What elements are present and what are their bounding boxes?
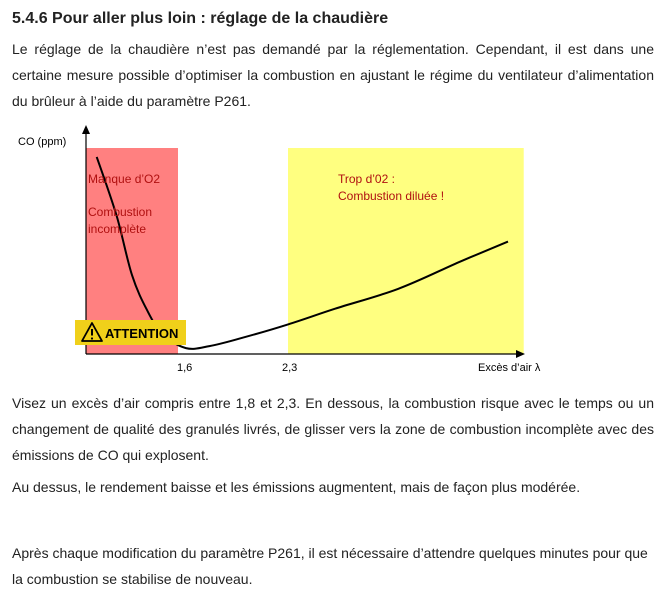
y-axis-label: CO (ppm) [18, 136, 67, 148]
attention-badge [75, 320, 186, 345]
y-axis-arrow [82, 125, 90, 134]
x-axis-label: Excès d’air λ [478, 362, 541, 374]
zone-low-label-3: incomplète [88, 222, 147, 236]
recommendation-paragraph: Visez un excès d’air compris entre 1,8 et 2,3. En dessous, la combustion risque avec le temps ou un changement de qualité des granulés livrés, de glisser vers la zone de combustion incomplète avec des émissions de CO qui explosent. [12, 395, 654, 463]
above-range-paragraph: Au dessus, le rendement baisse et les émissions augmentent, mais de façon plus modérée. [12, 479, 581, 495]
zone-high-label-1: Trop d’02 : [338, 172, 395, 186]
zone-high [288, 148, 524, 354]
zone-high-label-2: Combustion diluée ! [338, 189, 445, 203]
stabilization-paragraph: Après chaque modification du paramètre P261, il est nécessaire d’attendre quelques minutes pour que la combustion se stabilise de nouveau. [12, 545, 648, 587]
co-excess-air-chart [0, 122, 666, 382]
attention-label: ATTENTION [105, 326, 179, 341]
zone-low-label-1: Manque d’O2 [88, 172, 161, 186]
intro-paragraph: Le réglage de la chaudière n’est pas demandé par la réglementation. Cependant, il est dans une certaine mesure possible d’optimiser la combustion en ajustant le régime du ventilateur d’alimentation du brûleur à l’aide du paramètre P261. [12, 41, 654, 109]
x-tick-label-2: 2,3 [282, 362, 298, 374]
x-tick-label-1: 1,6 [177, 362, 193, 374]
zone-low-label-2: Combustion [88, 205, 153, 219]
section-heading: 5.4.6 Pour aller plus loin : réglage de la chaudière [12, 10, 389, 27]
